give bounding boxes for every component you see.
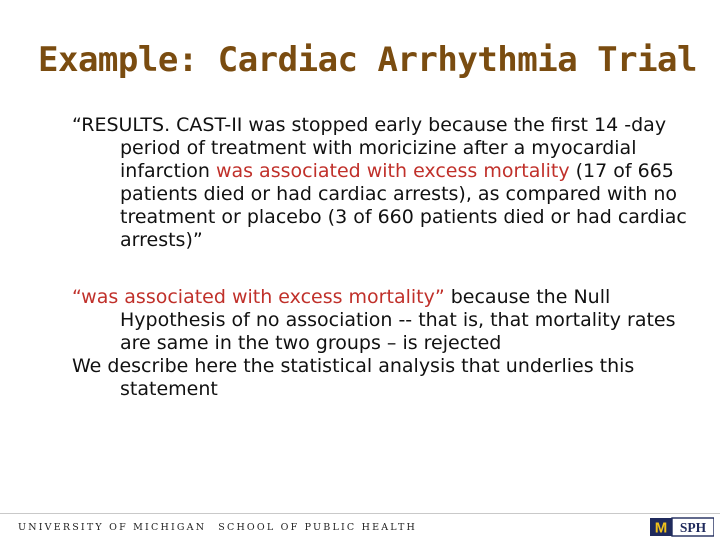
explanation-highlight: “was associated with excess mortality” [72,286,445,308]
footer-text [18,522,417,533]
umich-sph-logo [650,516,714,538]
quote-block [72,114,702,252]
footer-divider [0,513,720,514]
quote-text-start: “RESULTS. CAST-II was stopped early because the first 14 -day period of treatment with moricizine after a myocardial infarction [72,114,667,182]
explanation-block [72,286,702,401]
quote-highlight: was associated with excess mortality [215,160,570,182]
explanation-text: because the Null Hypothesis of no association -- that is, that mortality rates are same in the two groups – is rejected [120,286,676,354]
logo-letter-m: M [654,519,668,537]
null-hypothesis-explanation [72,286,702,355]
analysis-statement: We describe here the statistical analysis that underlies this statement [72,355,635,400]
school-name: SCHOOL OF PUBLIC HEALTH [218,522,418,533]
slide-title: Example: Cardiac Arrhythmia Trial [38,40,698,80]
quote-text-end: (17 of 665 patients died or had cardiac arrests), as compared with no treatment or placebo (3 of 660 patients died or had cardiac arrests)” [120,160,687,251]
results-quote [72,114,702,252]
logo-text-sph: SPH [679,520,707,535]
university-name: UNIVERSITY OF MICHIGAN [18,522,207,533]
